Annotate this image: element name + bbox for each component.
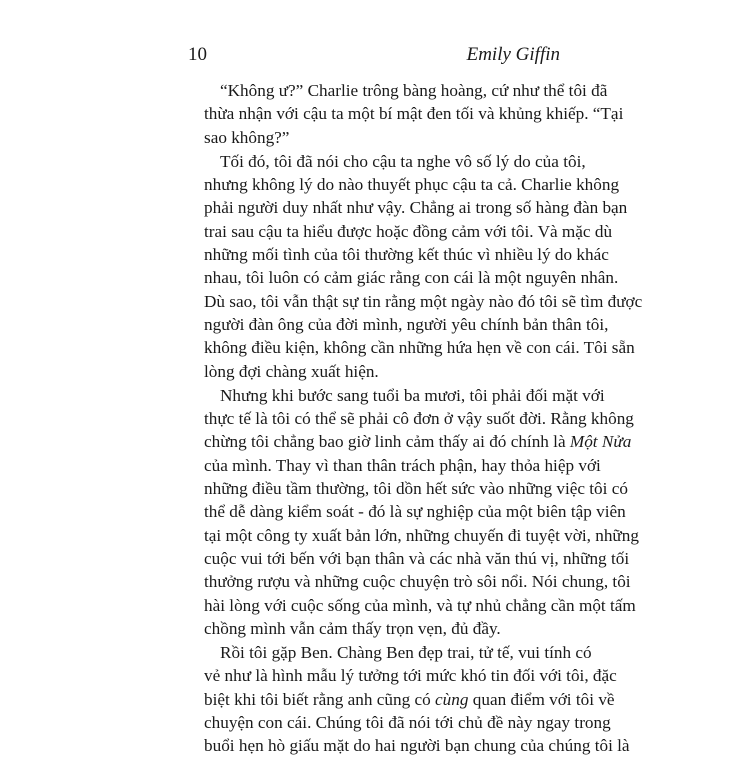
paragraph-1	[188, 79, 624, 149]
text-fragment: biệt khi tôi biết rằng anh cũng có	[204, 689, 431, 709]
text-fragment: chừng tôi chẳng bao giờ linh cảm thấy ai đó chính là	[204, 432, 566, 452]
text-line: Tối đó, tôi đã nói cho cậu ta nghe vô số lý do của tôi,	[220, 151, 586, 171]
text-line: những mối tình của tôi thường kết thúc vì nhiều lý do khác	[204, 245, 609, 265]
text-line: “Không ư?” Charlie trông bàng hoàng, cứ như thể tôi đã	[220, 81, 608, 100]
text-line: hài lòng với cuộc sống của mình, và tự nhủ chẳng cần một tấm	[204, 595, 636, 615]
text-line-with-emphasis	[188, 430, 632, 453]
text-line: thể dễ dàng kiểm soát - đó là sự nghiệp của một biên tập viên	[204, 502, 626, 522]
text-line: tại một công ty xuất bản lớn, những chuyến đi tuyệt vời, những	[204, 525, 639, 545]
text-line: phải người duy nhất như vậy. Chẳng ai trong số hàng đàn bạn	[204, 198, 628, 218]
text-line: Dù sao, tôi vẫn thật sự tin rằng một ngày nào đó tôi sẽ tìm được	[204, 291, 643, 311]
text-line: nhưng không lý do nào thuyết phục cậu ta cả. Charlie không	[204, 175, 620, 195]
emphasis-text: Một Nửa	[569, 432, 632, 452]
emphasis-text: cùng	[435, 689, 469, 709]
paragraph-3	[188, 384, 639, 640]
text-line: thừa nhận với cậu ta một bí mật đen tối và khủng khiếp. “Tại	[204, 104, 624, 124]
page-number: 10	[188, 44, 207, 65]
text-line: lòng đợi chàng xuất hiện.	[204, 361, 379, 381]
text-line: của mình. Thay vì than thân trách phận, hay thỏa hiệp với	[204, 455, 601, 475]
text-line: không điều kiện, không cần những hứa hẹn về con cái. Tôi sẵn	[204, 338, 635, 358]
text-line: vẻ như là hình mẫu lý tưởng tới mức khó tin đối với tôi, đặc	[204, 666, 617, 686]
text-line: buổi hẹn hò giấu mặt do hai người bạn chung của chúng tôi là	[204, 736, 630, 756]
paragraph-2	[188, 150, 643, 383]
text-line: trai sau cậu ta hiểu được hoặc đồng cảm với tôi. Và mặc dù	[204, 221, 613, 241]
text-line: chồng mình vẫn cảm thấy trọn vẹn, đủ đầy.	[204, 618, 501, 638]
running-head-author: Emily Giffin	[466, 44, 560, 65]
text-line: Rồi tôi gặp Ben. Chàng Ben đẹp trai, tử tế, vui tính có	[220, 643, 592, 663]
text-line: người đàn ông của đời mình, người yêu chính bản thân tôi,	[204, 314, 609, 334]
text-fragment: quan điểm với tôi về	[472, 689, 615, 709]
text-line-with-emphasis	[188, 688, 615, 711]
text-line: chuyện con cái. Chúng tôi đã nói tới chủ đề này ngay trong	[204, 713, 611, 733]
text-line: thưởng rượu và những cuộc chuyện trò sôi nổi. Nói chung, tôi	[204, 572, 631, 592]
text-line: cuộc vui tới bến với bạn thân và các nhà văn thú vị, những tối	[204, 548, 630, 568]
text-line: những điều tầm thường, tôi dồn hết sức vào những việc tôi có	[204, 479, 628, 499]
text-line: Nhưng khi bước sang tuổi ba mươi, tôi phải đối mặt với	[220, 385, 605, 405]
paragraph-4	[188, 641, 630, 757]
text-line: sao không?”	[204, 127, 290, 147]
body-text	[188, 79, 643, 759]
page-header	[188, 43, 560, 67]
text-line: thực tế là tôi có thể sẽ phải cô đơn ở vậy suốt đời. Rằng không	[204, 409, 634, 429]
text-line: nhau, tôi luôn có cảm giác rằng con cái là một nguyên nhân.	[204, 268, 619, 288]
